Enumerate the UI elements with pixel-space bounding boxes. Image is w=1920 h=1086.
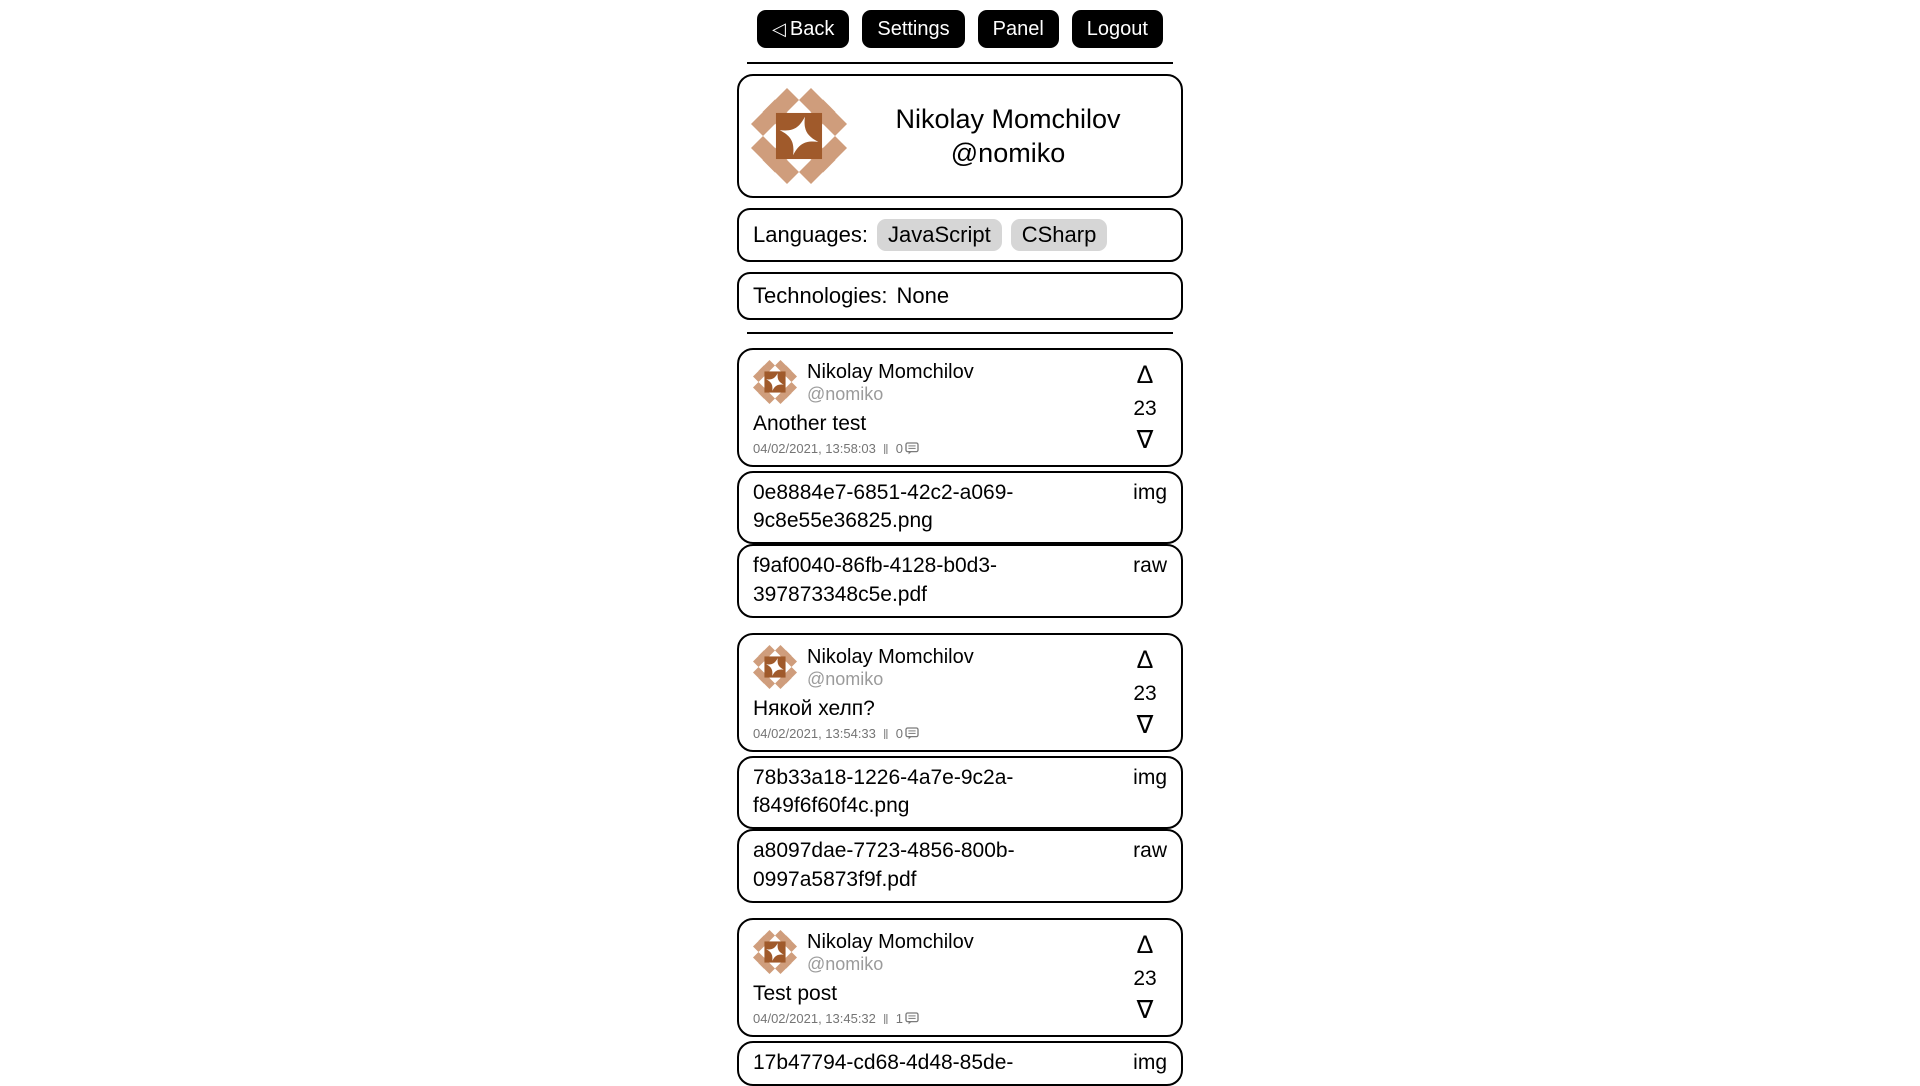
upvote-button[interactable]: Δ <box>1136 646 1154 675</box>
post-header <box>753 360 1121 405</box>
post-title: Test post <box>753 981 838 1005</box>
profile-name: Nikolay Momchilov <box>895 103 1121 134</box>
comment-count: 0 <box>895 441 903 457</box>
vote-score: 23 <box>1133 396 1157 420</box>
vote-score: 23 <box>1133 681 1157 705</box>
post-main <box>753 360 1121 457</box>
comment-bubble-icon <box>905 727 919 740</box>
downvote-button[interactable]: ∇ <box>1136 711 1154 740</box>
post-author-name: Nikolay Momchilov <box>807 646 974 669</box>
posts-divider <box>747 332 1173 334</box>
attachment-type-label: raw <box>1133 554 1167 578</box>
upvote-button[interactable]: Δ <box>1136 361 1154 389</box>
logout-button[interactable]: Logout <box>1072 10 1163 48</box>
attachment-type-label: raw <box>1133 839 1167 863</box>
post-header <box>753 930 1121 975</box>
post-author-handle: @nomiko <box>807 954 884 975</box>
comment-count-wrap <box>896 1011 919 1026</box>
post-group <box>737 918 1183 1086</box>
vote-score: 23 <box>1133 966 1157 990</box>
post-meta <box>753 1011 1121 1027</box>
post-author-name: Nikolay Momchilov <box>807 931 974 954</box>
posts-list <box>737 348 1183 1086</box>
comment-count-wrap <box>896 441 919 456</box>
languages-card <box>737 208 1183 262</box>
post-main <box>753 645 1121 742</box>
profile-avatar <box>751 88 847 184</box>
top-divider <box>747 62 1173 64</box>
comment-count: 0 <box>895 726 903 742</box>
attachment-card[interactable] <box>737 471 1183 545</box>
panel-button[interactable]: Panel <box>978 10 1059 48</box>
technologies-card <box>737 272 1183 320</box>
post-votes <box>1121 360 1169 457</box>
comment-count: 1 <box>895 1011 903 1027</box>
post-header <box>753 645 1121 690</box>
attachments-list <box>737 756 1183 903</box>
post-card[interactable] <box>737 918 1183 1037</box>
downvote-button[interactable]: ∇ <box>1136 426 1154 455</box>
attachment-type-label: img <box>1133 480 1167 504</box>
post-card[interactable] <box>737 348 1183 467</box>
post-group <box>737 348 1183 618</box>
technologies-value: None <box>896 283 950 308</box>
post-timestamp: 04/02/2021, 13:54:33 <box>753 726 876 742</box>
attachment-type-label: img <box>1133 1050 1167 1074</box>
attachment-card[interactable] <box>737 829 1183 903</box>
post-author-name: Nikolay Momchilov <box>807 361 974 383</box>
back-button[interactable] <box>757 10 849 48</box>
language-tag: CSharp <box>1011 219 1108 251</box>
settings-button[interactable]: Settings <box>862 10 964 48</box>
profile-names <box>847 102 1169 170</box>
post-title: Another test <box>753 411 867 435</box>
post-author-avatar <box>753 360 797 404</box>
comment-bubble-icon <box>905 1012 919 1025</box>
post-votes <box>1121 645 1169 742</box>
post-title: Някой хелп? <box>753 696 875 720</box>
profile-card <box>737 74 1183 198</box>
post-author <box>807 360 974 405</box>
toolbar <box>737 10 1183 48</box>
attachment-filename: 0e8884e7-6851-42c2-a069-9c8e55e36825.png <box>753 480 1014 533</box>
attachment-filename: 78b33a18-1226-4a7e-9c2a-f849f6f60f4c.png <box>753 765 1014 818</box>
attachment-filename: 17b47794-cd68-4d48-85de- <box>753 1050 1014 1074</box>
profile-page <box>737 0 1183 1086</box>
post-card[interactable] <box>737 633 1183 752</box>
attachments-list <box>737 471 1183 618</box>
post-author-avatar <box>753 930 797 974</box>
attachment-card[interactable] <box>737 1041 1183 1086</box>
attachment-card[interactable] <box>737 544 1183 618</box>
comment-count-wrap <box>896 726 919 741</box>
meta-separator: ‖ <box>882 440 889 457</box>
post-meta <box>753 726 1121 742</box>
attachment-filename: f9af0040-86fb-4128-b0d3-397873348c5e.pdf <box>753 554 998 606</box>
attachment-filename: a8097dae-7723-4856-800b-0997a5873f9f.pdf <box>753 839 1015 891</box>
attachment-type-label: img <box>1133 765 1167 789</box>
attachments-list <box>737 1041 1183 1086</box>
post-author <box>807 930 974 975</box>
upvote-button[interactable]: Δ <box>1136 931 1154 960</box>
downvote-button[interactable]: ∇ <box>1136 996 1154 1025</box>
back-arrow-icon: ◁ <box>772 19 786 39</box>
post-author-avatar <box>753 645 797 689</box>
technologies-label: Technologies: <box>753 283 888 308</box>
post-author-handle: @nomiko <box>807 384 884 404</box>
comment-bubble-icon <box>905 442 919 455</box>
profile-handle: @nomiko <box>950 138 1066 168</box>
meta-separator: ‖ <box>882 725 889 742</box>
post-group <box>737 633 1183 903</box>
post-main <box>753 930 1121 1027</box>
meta-separator: ‖ <box>882 1010 889 1027</box>
languages-label: Languages: <box>753 222 868 247</box>
post-meta <box>753 441 1121 457</box>
attachment-card[interactable] <box>737 756 1183 830</box>
post-author <box>807 645 974 690</box>
back-button-label: Back <box>789 18 835 40</box>
post-timestamp: 04/02/2021, 13:45:32 <box>753 1011 876 1027</box>
post-timestamp: 04/02/2021, 13:58:03 <box>753 441 876 457</box>
language-tag: JavaScript <box>877 219 1002 251</box>
post-votes <box>1121 930 1169 1027</box>
post-author-handle: @nomiko <box>807 669 884 690</box>
